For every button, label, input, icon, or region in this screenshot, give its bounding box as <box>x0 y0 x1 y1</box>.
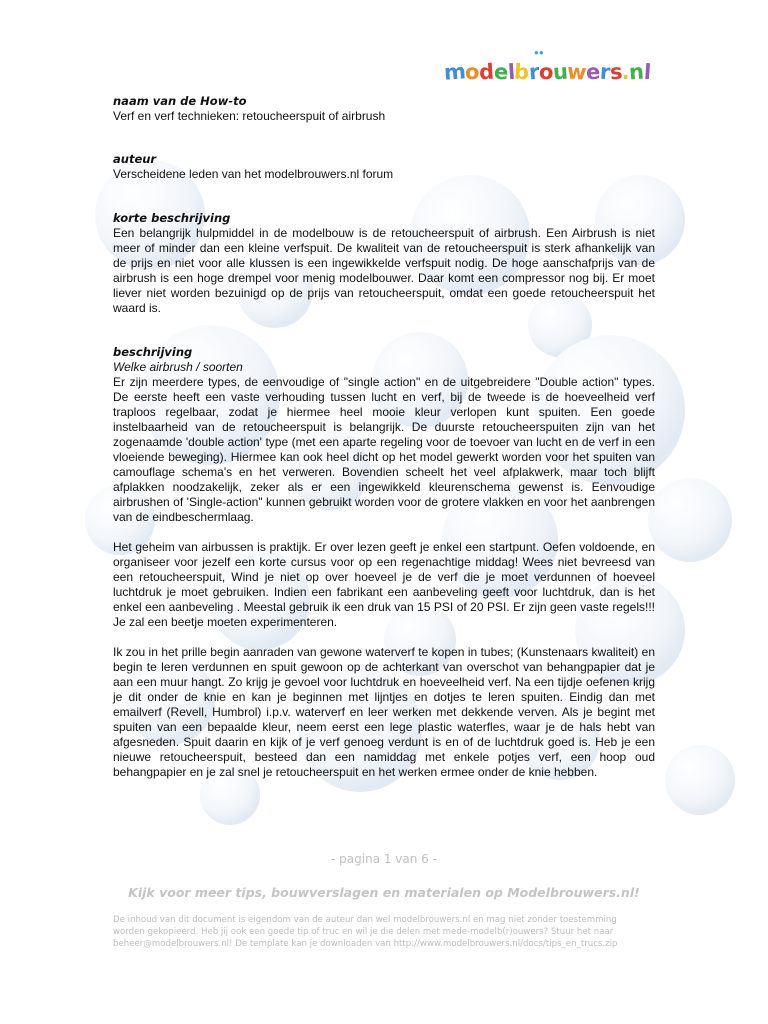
author-value: Verscheidene leden van het modelbrouwers.nl forum <box>113 167 394 181</box>
howto-label: naam van de How-to <box>113 94 247 108</box>
logo-letter: r <box>528 59 540 84</box>
logo-letter: s <box>608 59 623 84</box>
page-number: - pagina 1 van 6 - <box>331 852 437 866</box>
footer-tagline: Kijk voor meer tips, bouwverslagen en materialen op Modelbrouwers.nl! <box>128 885 640 900</box>
logo-letter: e <box>585 59 601 84</box>
logo-letter: d <box>478 59 495 84</box>
logo-letter: . <box>620 59 630 84</box>
legal-line: beheer@modelbrouwers.nl! De template kan je downloaden van http://www.modelbrouwers.nl/docs/tips_en_trucs.zip <box>113 939 618 949</box>
description-paragraph-3: Ik zou in het prille begin aanraden van gewone waterverf te kopen in tubes; (Kunstenaars kwaliteit) en begin te leren verdunnen en spuit gewoon op de achterkant van overschot van behangpapier dat je aan een muur hangt. Zo krijg je gevoel voor luchtdruk en hoeveelheid verf. Na een tijdje oefenen krijg je dit onder de knie en kan je beginnen met lijntjes en dotjes te leren spuiten. Eindig dan met emailverf (Revell, Humbrol) i.p.v. waterverf en leer werken met dekkende verven. Als je begint met spuiten van een bepaalde kleur, neem eerst een lege plastic waterfles, waar je de hals hebt van afgesneden. Spuit daarin en kijk of je verf genoeg verdunt is en of de luchtdruk goed is. Heb je een nieuwe retoucheerspuit, besteed dan een namiddag met enkele potjes verf, een hoop oud behangpapier en je zal snel je retoucheerspuit en het werken ermee onder de knie hebben. <box>113 645 655 779</box>
logo-letter: o <box>464 59 481 84</box>
footer-legal-notice <box>113 914 658 950</box>
modelbrouwers-logo <box>443 48 656 90</box>
logo-letter: u <box>551 59 568 84</box>
logo-letter: l <box>506 59 516 84</box>
description-subtitle: Welke airbrush / soorten <box>113 360 243 374</box>
logo-letter: n <box>628 59 645 84</box>
logo-letter: m <box>443 58 467 85</box>
legal-line: De inhoud van dit document is eigendom van de auteur dan wel modelbrouwers.nl en mag niet zonder toestemming <box>113 915 617 925</box>
short-description-label: korte beschrijving <box>113 211 231 225</box>
logo-letter: e <box>493 59 509 84</box>
logo-letter: b <box>513 59 530 84</box>
author-label: auteur <box>113 152 157 166</box>
description-paragraph-2: Het geheim van airbussen is praktijk. Er over lezen geeft je enkel een startpunt. Oefen voldoende, en organiseer voor jezelf een korte cursus voor op een regenachtige middag! Wees niet bevreesd van een retoucheerspuit, Wind je niet op over hoeveel je de verf die je moet verdunnen of hoeveel luchtdruk je moet gebruiken. Indien een fabrikant een aanbeveling geeft voor luchtdruk, dan is het enkel een aanbeveling . Meestal gebruik ik een druk van 15 PSI of 20 PSI. Er zijn geen vaste regels!!! Je zal een beetje moeten experimenteren. <box>113 540 655 629</box>
logo-letter: o <box>537 59 554 84</box>
description-paragraph-1: Er zijn meerdere types, de eenvoudige of "single action" en de uitgebreidere "Double action" types. De eerste heeft een vaste verhouding tussen lucht en verf, bij de tweede is de hoeveelheid verf traploos regelbaar, zodat je hiermee heel mooie kleur verlopen kunt spuiten. Een goede instelbaarheid van de retoucheerspuit is belangrijk. De duurste retoucheerspuiten zijn van het zogenaamde 'double action' type (met een aparte regeling voor de toevoer van lucht en de verf in een vloeiende beweging). Hiermee kan ook heel dicht op het model gewerkt worden voor het spuiten van camouflage schema's en het verweren. Bovendien scheelt het veel afplakwerk, maar toch blijft afplakken noodzakelijk, zeker als er een ingewikkeld kleurenschema gewenst is. Eenvoudige airbrushen of 'Single-action" kunnen gebruikt worden voor de grotere vlakken en voor het aanbrengen van de eindbeschermlaag. <box>113 375 655 524</box>
document-body <box>113 94 655 780</box>
howto-value: Verf en verf technieken: retoucheerspuit of airbrush <box>113 109 386 123</box>
logo-wordmark <box>443 58 652 85</box>
logo-letter: l <box>642 59 652 84</box>
logo-letter: w <box>566 58 587 85</box>
logo-letter: r <box>598 59 611 84</box>
legal-line: worden gekopieerd. Heb jij ook een goede tip of truc en wil je die delen met mede-modelb(r)ouwers? Stuur het naar <box>113 927 614 937</box>
description-label: beschrijving <box>113 345 193 359</box>
short-description-text: Een belangrijk hulpmiddel in de modelbouw is de retoucheerspuit of airbrush. Een Airbrush is niet meer of minder dan een kleine verfspuit. De kwaliteit van de retoucheerspuit is sterk afhankelijk van de prijs en niet voor alle klussen is een ingewikkelde verfspuit nodig. De hoge aanschafprijs van de airbrush is een hoge drempel voor menig modelbouwer. Daar komt een compressor nog bij. Er moet liever niet worden bezuinigd op de prijs van retoucheerspuit, omdat een goede retoucheerspuit het waard is. <box>113 226 655 315</box>
logo-drops-icon: ●● <box>534 48 544 57</box>
